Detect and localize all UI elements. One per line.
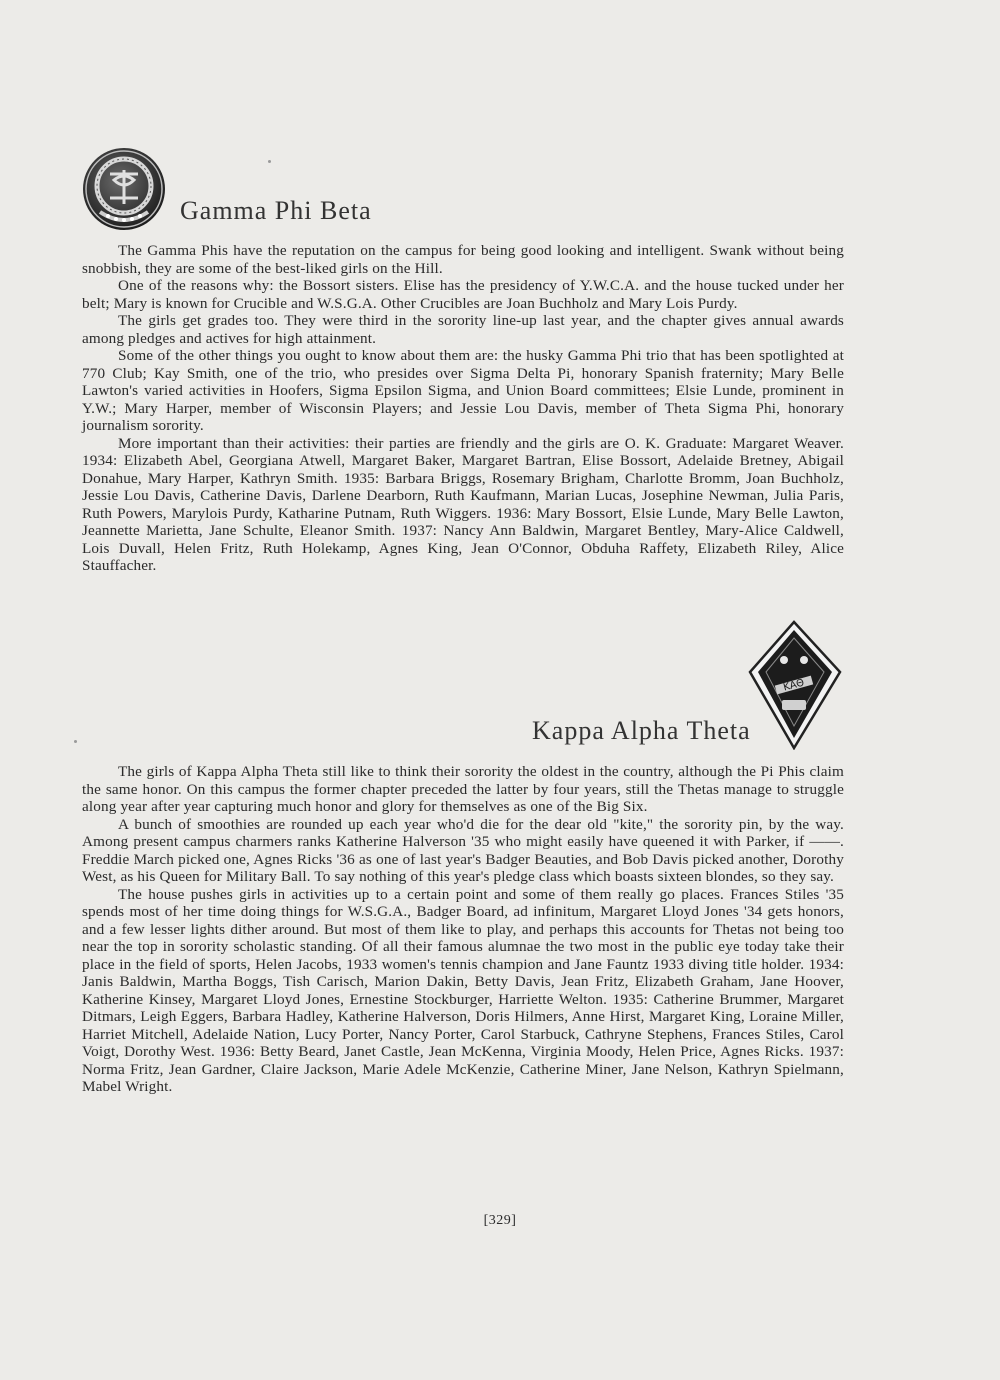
gamma-phi-beta-heading: Gamma Phi Beta — [180, 196, 372, 225]
gpb-paragraph-4: Some of the other things you ought to know about them are: the husky Gamma Phi trio that has been spotlighted at 770 Club; Kay Smith, one of the trio, who presides over Sigma Delta Pi, honorary Spanish fraternity; Mary Belle Lawton's varied activities in Hoofers, Sigma Epsilon Sigma, and Union Board committees; Elsie Lunde, prominent in Y.W.; Mary Harper, member of Wisconsin Players; and Jessie Lou Davis, member of Theta Sigma Phi, honorary journalism sorority. — [82, 347, 844, 434]
kappa-alpha-theta-kite-crest-image — [746, 620, 842, 750]
kat-paragraph-1: The girls of Kappa Alpha Theta still like to think their sorority the oldest in the country, although the Pi Phis claim the same honor. On this campus the former chapter preceded the latter by four years, still the Thetas manage to struggle along year after year capturing much honor and glory for themselves as one of the Big Six. — [82, 763, 844, 815]
gamma-phi-beta-crest-image — [78, 146, 170, 232]
kat-paragraph-2: A bunch of smoothies are rounded up each year who'd die for the dear old "kite," the sorority pin, by the way. Among present campus charmers ranks Katherine Halverson '35 who might easily have queened it with Parker, if ——. Freddie March picked one, Agnes Ricks '36 as one of last year's Badger Beauties, and Bob Davis picked another, Dorothy West, as his Queen for Military Ball. To say nothing of this year's pledge class which boasts sixteen blondes, so they say. — [82, 815, 844, 885]
page-number: [329] — [483, 1213, 517, 1228]
kat-paragraph-3: The house pushes girls in activities up to a certain point and some of them really go places. Frances Stiles '35 spends most of her time doing things for W.S.G.A., Badger Board, ad infinitum, Margaret Lloyd Jones '34 gets honors, and a few lesser lights dither around. But most of them like to play, and perhaps this accounts for Thetas not being too near the top in sorority scholastic standing. Of all their famous alumnae the two most in the public eye today take their place in the field of sports, Helen Jacobs, 1933 women's tennis champion and Jane Fauntz 1933 diving title holder. 1934: Janis Baldwin, Martha Boggs, Tish Carisch, Marion Dakin, Betty Davis, Jean Fritz, Elizabeth Graham, Jane Hoover, Katherine Kinsey, Margaret Lloyd Jones, Ernestine Stockburger, Harriette Welton. 1935: Catherine Brummer, Margaret Ditmars, Leigh Eggers, Barbara Hadley, Katherine Halverson, Doris Hilmers, Anne Hirst, Margaret King, Loraine Miller, Harriet Mitchell, Adelaide Nation, Lucy Porter, Nancy Porter, Carol Starbuck, Cathryne Stephens, Frances Stiles, Carol Voigt, Dorothy West. 1936: Betty Beard, Janet Castle, Jean McKenna, Virginia Moody, Helen Price, Agnes Ricks. 1937: Norma Fritz, Jean Gardner, Claire Jackson, Marie Adele McKenzie, Catherine Miner, Jane Nelson, Kathryn Spielmann, Mabel Wright. — [82, 885, 844, 1095]
gamma-phi-beta-body — [82, 242, 844, 575]
gpb-paragraph-3: The girls get grades too. They were third in the sorority line-up last year, and the chapter gives annual awards among pledges and actives for high attainment. — [82, 312, 844, 347]
gpb-paragraph-1: The Gamma Phis have the reputation on the campus for being good looking and intelligent. Swank without being snobbish, they are some of the best-liked girls on the Hill. — [82, 242, 844, 277]
paper-speck — [268, 160, 271, 163]
gpb-paragraph-5: More important than their activities: their parties are friendly and the girls are O. K. Graduate: Margaret Weaver. 1934: Elizabeth Abel, Georgiana Atwell, Margaret Baker, Margaret Bartran, Elise Bossort, Adelaide Bretney, Abigail Donahue, Mary Harper, Kathryn Smith. 1935: Barbara Briggs, Rosemary Brigham, Charlotte Bromm, Joan Buchholz, Jessie Lou Davis, Catherine Davis, Darlene Dearborn, Ruth Kaufmann, Marian Lucas, Josephine Newman, Julia Paris, Ruth Powers, Marylois Purdy, Katharine Putnam, Ruth Wiggers. 1936: Mary Bossort, Elsie Lunde, Mary Belle Lawton, Jeannette Marietta, Jane Schulte, Eleanor Smith. 1937: Nancy Ann Baldwin, Margaret Bentley, Mary-Alice Caldwell, Lois Duvall, Helen Fritz, Ruth Holekamp, Agnes King, Jean O'Connor, Obduha Raffety, Elizabeth Riley, Alice Stauffacher. — [82, 434, 844, 574]
kappa-alpha-theta-body — [82, 763, 844, 1096]
kat-crest-letters: ΚΑΘ — [782, 677, 806, 694]
paper-speck — [74, 740, 77, 743]
kappa-alpha-theta-heading: Kappa Alpha Theta — [532, 716, 751, 745]
gpb-paragraph-2: One of the reasons why: the Bossort sisters. Elise has the presidency of Y.W.C.A. and the house tucked under her belt; Mary is known for Crucible and W.S.G.A. Other Crucibles are Joan Buchholz and Mary Lois Purdy. — [82, 277, 844, 312]
